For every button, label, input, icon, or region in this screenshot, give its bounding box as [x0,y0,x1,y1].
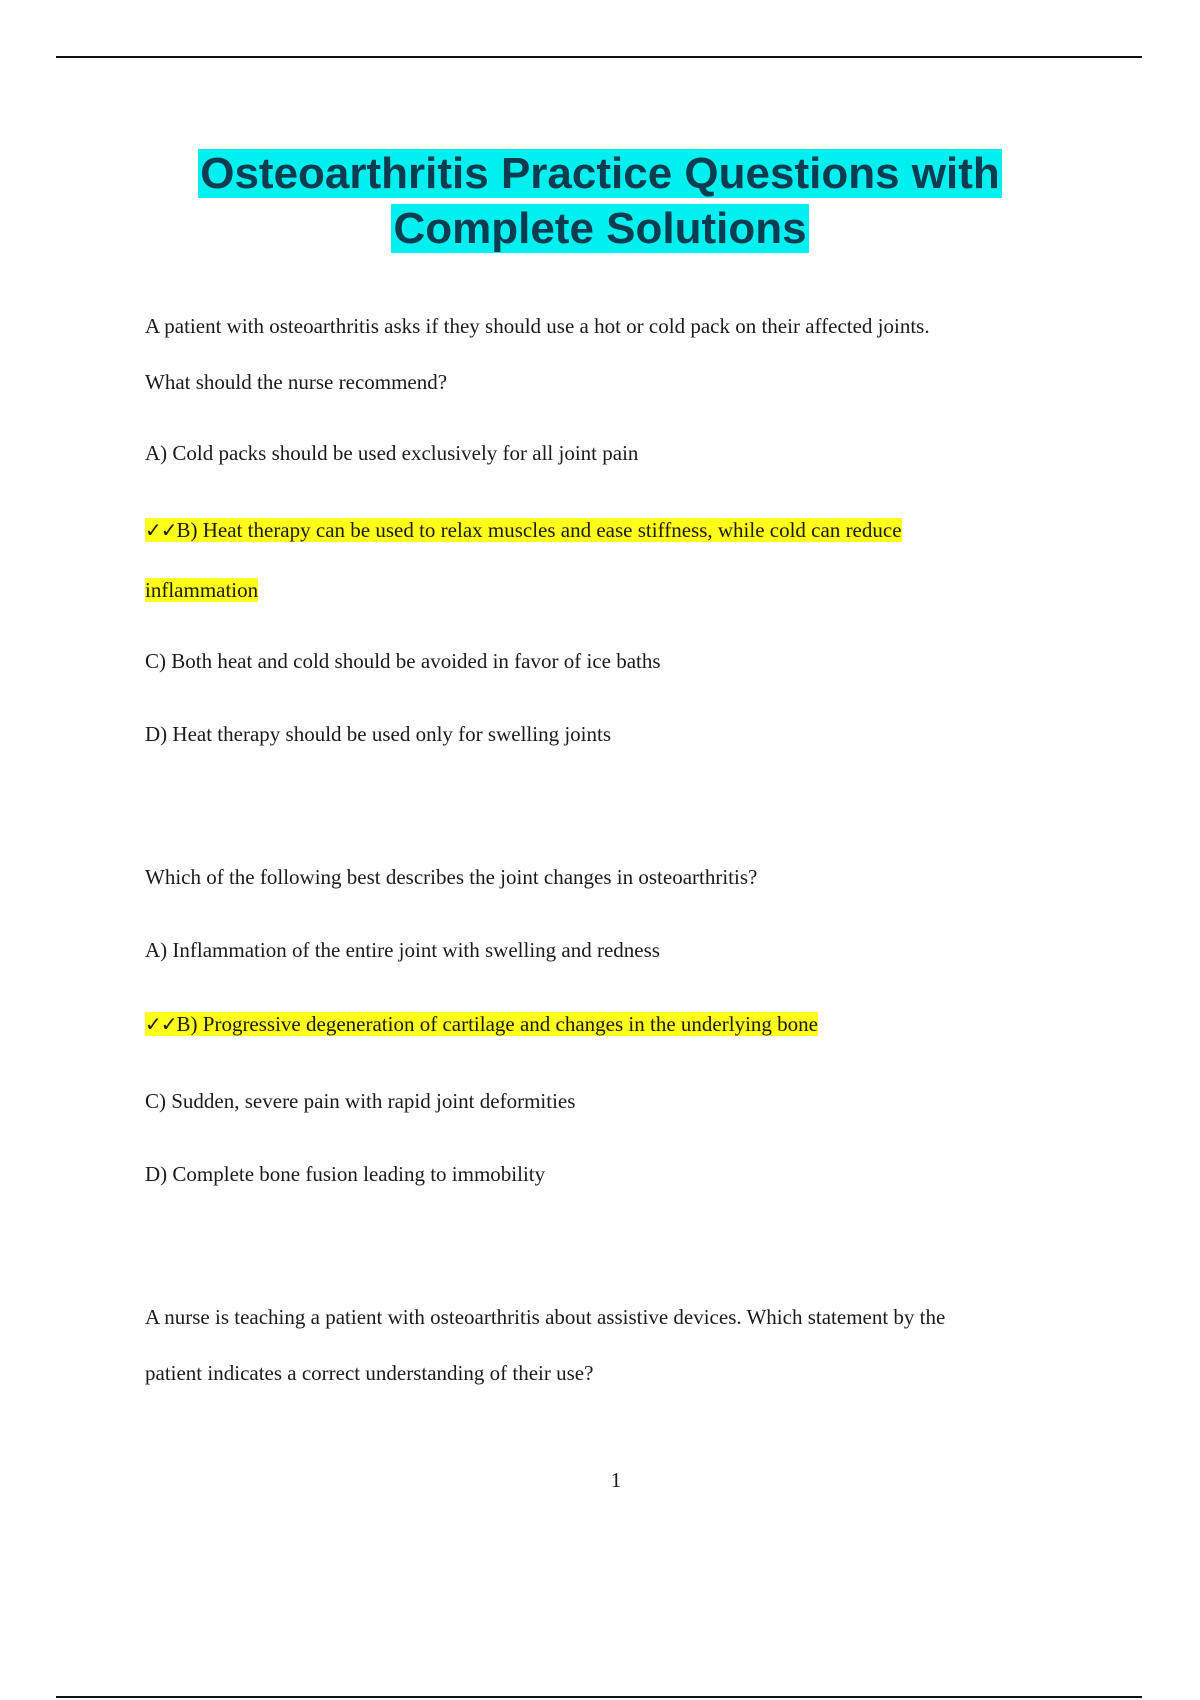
question-3-stem-line-1: A nurse is teaching a patient with osteoarthritis about assistive devices. Which statement by the [145,1305,946,1329]
top-rule [56,56,1142,58]
question-2-stem: Which of the following best describes the joint changes in osteoarthritis? [145,865,758,889]
question-1-option-b-text: B) Heat therapy can be used to relax muscles and ease stiffness, while cold can reduce [176,518,902,542]
title-line-2: Complete Solutions [393,204,807,253]
question-1-option-c: C) Both heat and cold should be avoided in favor of ice baths [145,649,661,673]
question-2-correct-answer [145,1009,818,1039]
question-1-stem-line-2: What should the nurse recommend? [145,370,448,394]
question-1-option-d: D) Heat therapy should be used only for swelling joints [145,722,611,746]
title-line-1: Osteoarthritis Practice Questions with [200,149,1000,198]
question-2-option-d: D) Complete bone fusion leading to immobility [145,1162,546,1186]
question-2-option-b-text: B) Progressive degeneration of cartilage and changes in the underlying bone [176,1012,818,1036]
question-1-correct-answer-line-2 [145,575,258,605]
bottom-rule [56,1696,1142,1698]
question-1-option-b-continued: inflammation [145,578,259,602]
question-3-stem-line-2: patient indicates a correct understanding of their use? [145,1361,594,1385]
question-1-option-a: A) Cold packs should be used exclusively for all joint pain [145,441,639,465]
page-title [0,146,1200,256]
question-1-correct-answer-line-1 [145,515,902,545]
question-2-option-c: C) Sudden, severe pain with rapid joint deformities [145,1089,576,1113]
question-2-option-a: A) Inflammation of the entire joint with swelling and redness [145,938,660,962]
page-number: 1 [610,1468,622,1492]
check-mark-icon: ✓✓ [145,1012,177,1036]
check-mark-icon: ✓✓ [145,518,177,542]
question-1-stem-line-1: A patient with osteoarthritis asks if they should use a hot or cold pack on their affected joints. [145,314,930,338]
